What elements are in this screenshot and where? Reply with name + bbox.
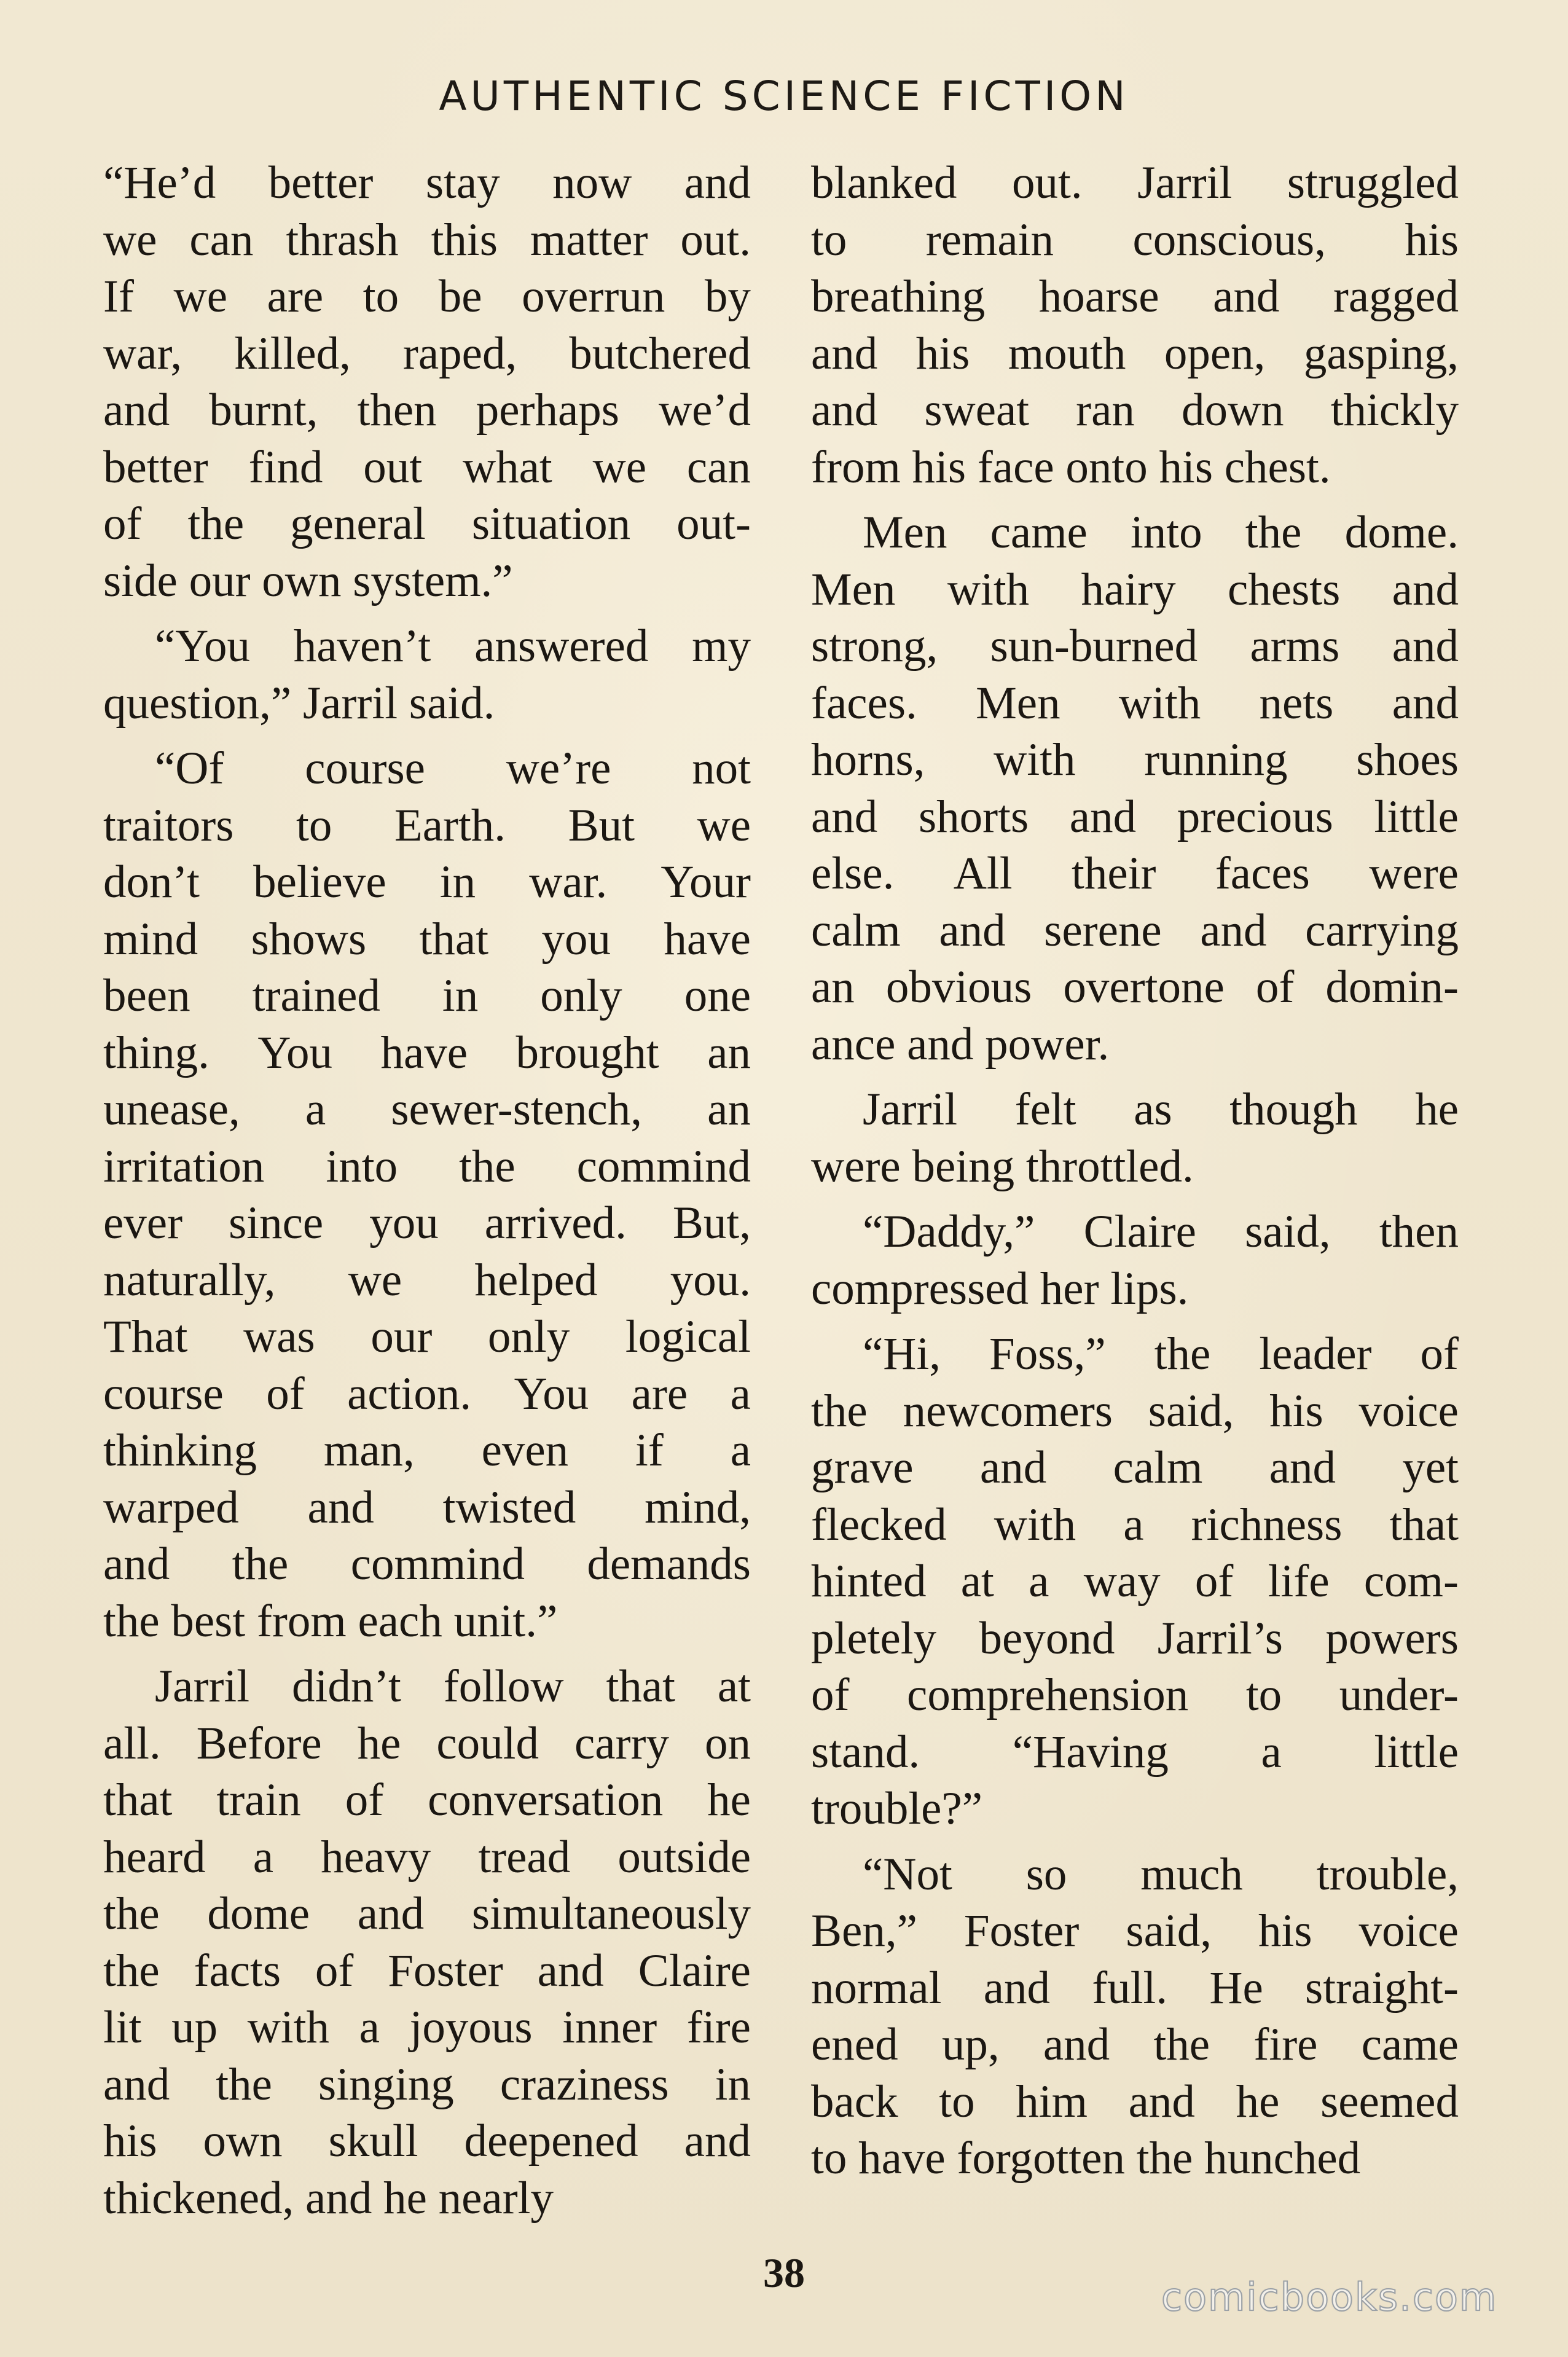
paragraph [811, 1081, 1459, 1195]
text-line: unease, a sewer-stench, an [103, 1084, 751, 1135]
text-line: That was our only logical [103, 1311, 751, 1362]
text-line: stand. “Having a little [811, 1726, 1459, 1778]
running-title: AUTHENTIC SCIENCE FICTION [439, 73, 1129, 120]
paragraph [103, 740, 751, 1650]
text-line: course of action. You are a [103, 1368, 751, 1419]
paragraph-gap [103, 610, 751, 618]
paragraph-gap [811, 1195, 1459, 1204]
text-line: grave and calm and yet [811, 1442, 1459, 1493]
text-line: naturally, we helped you. [103, 1254, 751, 1306]
text-line: ever since you arrived. But, [103, 1198, 751, 1249]
text-line: the newcomers said, his voice [811, 1385, 1459, 1437]
paragraph-gap [811, 1317, 1459, 1326]
paragraph [811, 1326, 1459, 1838]
text-line: irritation into the commind [103, 1140, 751, 1192]
text-line: faces. Men with nets and [811, 677, 1459, 729]
paragraph-gap [811, 496, 1459, 504]
text-line: thinking man, even if a [103, 1425, 751, 1476]
text-line: Men came into the dome. [863, 507, 1459, 558]
text-line: ance and power. [811, 1018, 1110, 1070]
text-line: the dome and simultaneously [103, 1888, 751, 1939]
text-line: been trained in only one [103, 970, 751, 1021]
text-line: war, killed, raped, butchered [103, 327, 751, 379]
text-line: Jarril felt as though he [863, 1084, 1459, 1135]
text-line: from his face onto his chest. [811, 441, 1331, 493]
text-line: better find out what we can [103, 441, 751, 493]
text-line: of the general situation out- [103, 498, 751, 549]
text-line: and the commind demands [103, 1539, 751, 1590]
text-line: Jarril didn’t follow that at [155, 1661, 751, 1712]
paragraph-gap [103, 1650, 751, 1658]
paragraph [103, 1658, 751, 2227]
text-line: and his mouth open, gasping, [811, 327, 1459, 379]
text-line: that train of conversation he [103, 1775, 751, 1826]
text-line: thing. You have brought an [103, 1027, 751, 1078]
text-line: “He’d better stay now and [103, 157, 751, 208]
text-line: all. Before he could carry on [103, 1717, 751, 1769]
text-line: heard a heavy tread outside [103, 1831, 751, 1883]
paragraph [103, 155, 751, 610]
text-line: ened up, and the fire came [811, 2019, 1459, 2070]
text-line: we can thrash this matter out. [103, 214, 751, 265]
text-line: calm and serene and carrying [811, 904, 1459, 956]
text-line: trouble?” [811, 1783, 983, 1834]
text-line: mind shows that you have [103, 913, 751, 965]
text-line: and shorts and precious little [811, 791, 1459, 842]
text-line: “You haven’t answered my [155, 621, 751, 672]
text-line: “Not so much trouble, [863, 1848, 1459, 1900]
text-line: flecked with a richness that [811, 1499, 1459, 1550]
text-line: and sweat ran down thickly [811, 385, 1459, 436]
text-line: breathing hoarse and ragged [811, 271, 1459, 322]
text-line: else. All their faces were [811, 848, 1459, 899]
text-line: question,” Jarril said. [103, 677, 495, 729]
paragraph [811, 155, 1459, 496]
text-line: horns, with running shoes [811, 734, 1459, 785]
text-line: the best from each unit.” [103, 1595, 558, 1647]
paragraph [103, 618, 751, 732]
text-line: don’t believe in war. Your [103, 857, 751, 908]
text-line: back to him and he seemed [811, 2076, 1459, 2127]
left-text-column [103, 155, 751, 2227]
paragraph-gap [103, 732, 751, 740]
watermark-logo: comicbooks.com [1161, 2275, 1498, 2320]
text-line: If we are to be overrun by [103, 271, 751, 322]
text-line: Ben,” Foster said, his voice [811, 1905, 1459, 1956]
text-line: blanked out. Jarril struggled [811, 157, 1459, 208]
text-line: and burnt, then perhaps we’d [103, 385, 751, 436]
text-line: an obvious overtone of domin- [811, 962, 1459, 1013]
text-line: compressed her lips. [811, 1263, 1189, 1314]
text-line: side our own system.” [103, 555, 513, 606]
text-line: pletely beyond Jarril’s powers [811, 1612, 1459, 1664]
text-line: normal and full. He straight- [811, 1962, 1459, 2014]
text-line: lit up with a joyous inner fire [103, 2002, 751, 2053]
paragraph-gap [811, 1073, 1459, 1081]
text-line: to remain conscious, his [811, 214, 1459, 265]
text-line: strong, sun-burned arms and [811, 621, 1459, 672]
text-line: “Of course we’re not [155, 743, 751, 794]
text-line: his own skull deepened and [103, 2116, 751, 2167]
text-line: traitors to Earth. But we [103, 799, 751, 851]
text-line: thickened, and he nearly [103, 2172, 554, 2224]
paragraph-gap [811, 1838, 1459, 1846]
text-line: were being throttled. [811, 1140, 1194, 1192]
text-line: warped and twisted mind, [103, 1481, 751, 1533]
page-number: 38 [763, 2249, 805, 2296]
text-line: to have forgotten the hunched [811, 2133, 1361, 2184]
text-line: of comprehension to under- [811, 1669, 1459, 1720]
paragraph [811, 504, 1459, 1073]
right-text-column [811, 155, 1459, 2187]
text-line: and the singing craziness in [103, 2058, 751, 2110]
text-line: Men with hairy chests and [811, 563, 1459, 615]
text-line: the facts of Foster and Claire [103, 1945, 751, 1996]
text-line: “Daddy,” Claire said, then [863, 1206, 1459, 1257]
paragraph [811, 1204, 1459, 1317]
text-line: “Hi, Foss,” the leader of [863, 1328, 1459, 1379]
paragraph [811, 1846, 1459, 2187]
text-line: hinted at a way of life com- [811, 1556, 1459, 1607]
